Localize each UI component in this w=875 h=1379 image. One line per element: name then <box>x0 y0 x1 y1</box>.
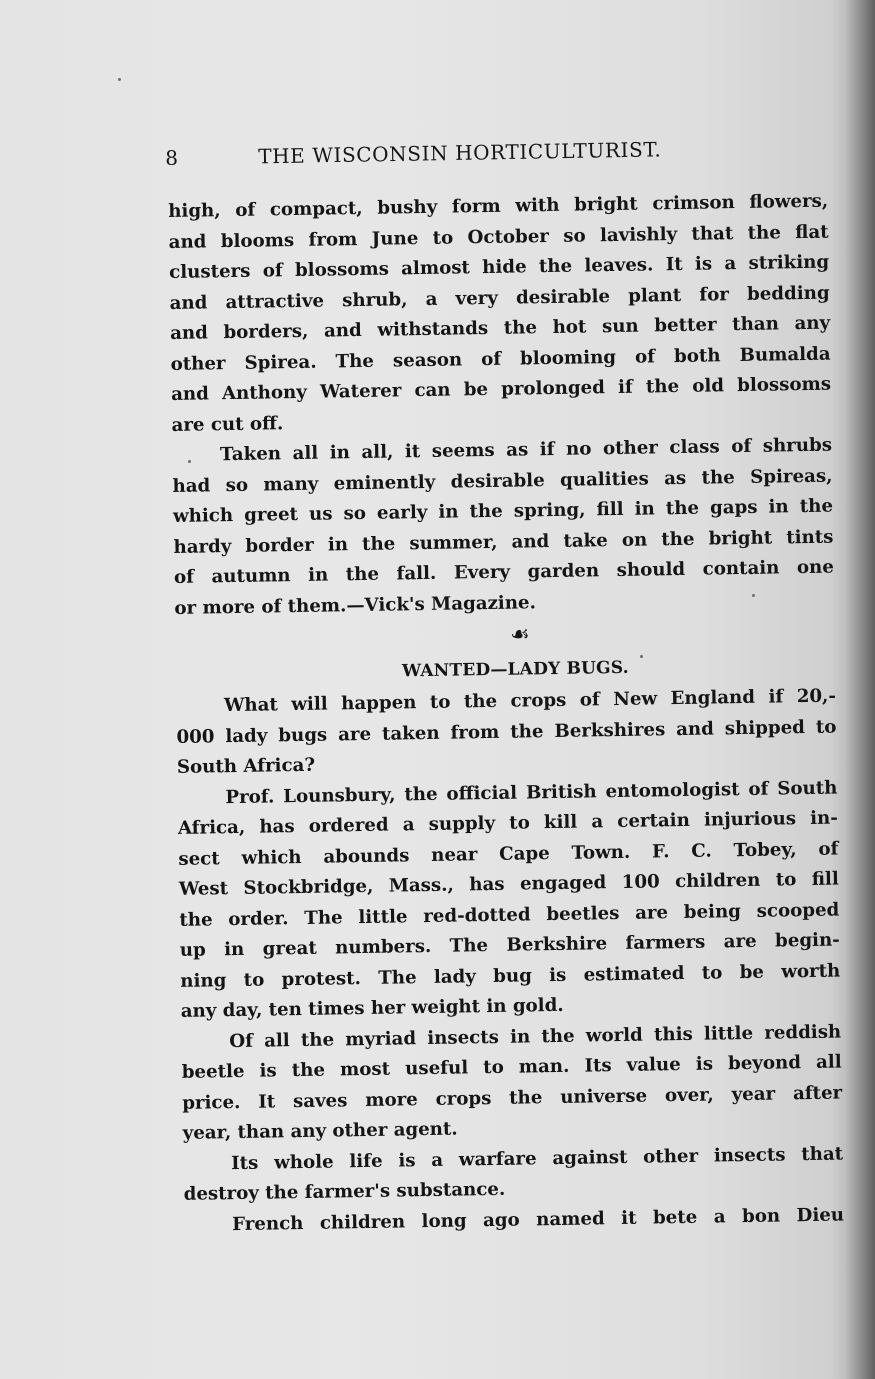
text-line: price. It saves more crops the universe over, year after <box>182 1082 843 1114</box>
text-line: are cut off. <box>171 412 284 436</box>
text-line: French children long ago named it bete a bon Dieu <box>231 1204 845 1235</box>
text-line: beetle is the most useful to man. Its value is beyond all <box>181 1051 842 1083</box>
text-line: West Stockbridge, Mass., has engaged 100 children to fill <box>178 868 839 900</box>
text-line: and borders, and withstands the hot sun better than any <box>169 312 831 344</box>
text-line: other Spirea. The season of blooming of both Bumalda <box>170 343 831 375</box>
text-line: and Anthony Waterer can be prolonged if the old blossoms <box>170 373 832 405</box>
text-line: year, than any other agent. <box>182 1118 458 1144</box>
text-line: up in great numbers. The Berkshire farmers are begin- <box>179 929 840 961</box>
text-line: What will happen to the crops of New England if 20,- <box>223 685 837 717</box>
running-title: THE WISCONSIN HORTICULTURIST. <box>257 137 662 169</box>
text-line: Its whole life is a warfare against other insects that <box>231 1143 844 1174</box>
page-body <box>168 187 844 1241</box>
text-line: ning to protest. The lady bug is estimated to be worth <box>180 960 841 992</box>
paper-speck <box>118 78 121 81</box>
paragraph-spirea-continued <box>168 187 832 441</box>
text-line: 000 lady bugs are taken from the Berkshires and shipped to <box>176 716 837 748</box>
paragraph-lady-bugs-question <box>176 682 837 784</box>
text-line: clusters of blossoms almost hide the leaves. It is a striking <box>169 251 830 283</box>
text-line: Of all the myriad insects in the world this little reddish <box>229 1021 842 1052</box>
paragraph-spireas-summary <box>172 431 835 624</box>
text-line: Africa, has ordered a supply to kill a certain injurious in- <box>177 807 839 839</box>
text-line: and blooms from June to October so lavishly that the flat <box>168 221 829 253</box>
paragraph-lounsbury <box>177 773 841 1027</box>
paragraph-warfare <box>183 1139 844 1210</box>
text-line: sect which abounds near Cape Town. F. C. Tobey, of <box>178 838 839 870</box>
text-line: Taken all in all, it seems as if no other class of shrubs <box>219 434 833 466</box>
text-line: of autumn in the fall. Every garden should contain one <box>173 556 835 588</box>
page-edge-shadow <box>845 0 875 1379</box>
text-line: Prof. Lounsbury, the official British entomologist of South <box>225 777 838 808</box>
text-line: any day, ten times her weight in gold. <box>180 994 564 1022</box>
text-line: or more of them.—Vick's Magazine. <box>174 591 537 619</box>
text-line: which greet us so early in the spring, fill in the gaps in the <box>172 495 834 527</box>
section-heading: WANTED—LADY BUGS. <box>401 657 629 682</box>
section-ornament: ☙ <box>509 622 530 648</box>
paragraph-useful-insect <box>181 1017 843 1149</box>
page-header <box>165 136 725 178</box>
text-line: hardy border in the summer, and take on the bright tints <box>173 526 834 558</box>
text-line: high, of compact, bushy form with bright crimson flowers, <box>168 190 829 222</box>
text-line: and attractive shrub, a very desirable plant for bedding <box>169 282 830 314</box>
text-line: destroy the farmer's substance. <box>183 1178 506 1205</box>
text-line: had so many eminently desirable qualities as the Spireas, <box>172 465 833 497</box>
page-number: 8 <box>165 145 179 170</box>
text-line: the order. The little red-dotted beetles are being scooped <box>179 899 840 931</box>
text-line: South Africa? <box>176 754 316 778</box>
